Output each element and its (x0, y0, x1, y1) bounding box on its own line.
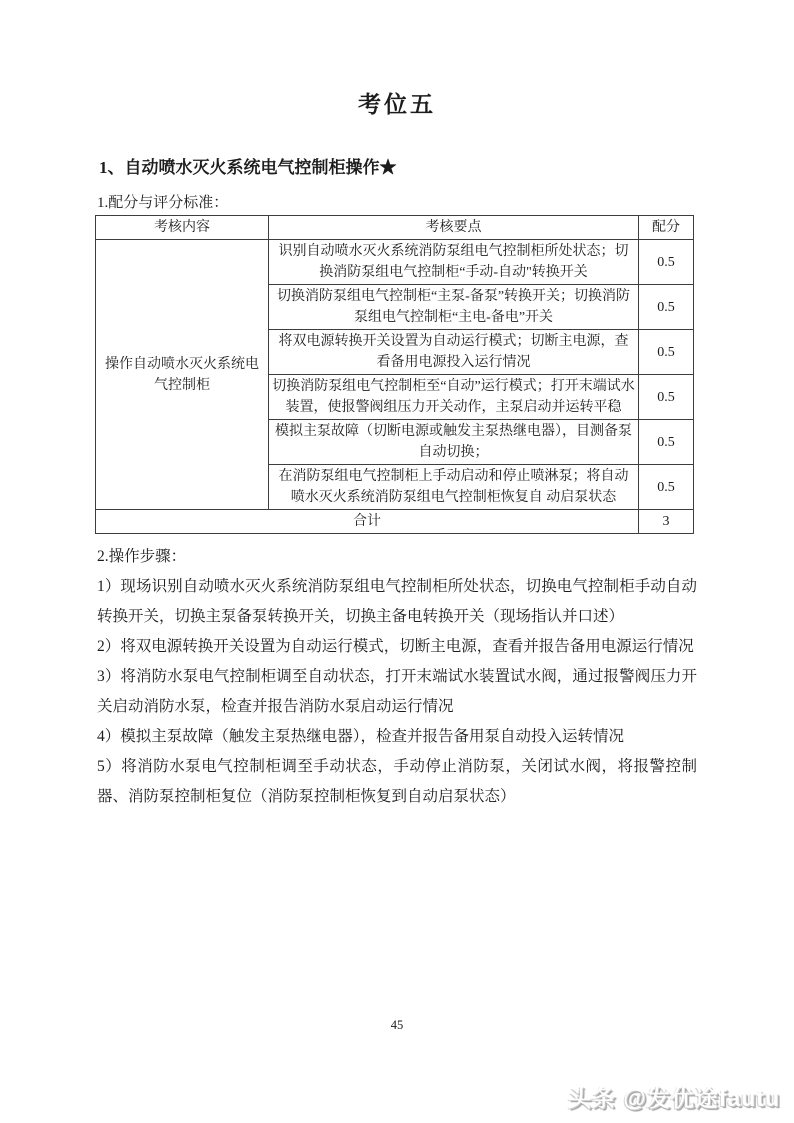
watermark: 头条 @发优途fautu (567, 1085, 780, 1111)
score-cell: 0.5 (639, 330, 694, 375)
section-heading: 1、自动喷水灭火系统电气控制柜操作★ (99, 158, 397, 177)
step-paragraph: 5）将消防水泵电气控制柜调至手动状态，手动停止消防泵，关闭试水阀，将报警控制器、消防泵控制柜复位（消防泵控制柜恢复到自动启泵状态） (97, 758, 697, 805)
point-cell: 将双电源转换开关设置为自动运行模式；切断主电源，查看备用电源投入运行情况 (269, 330, 639, 375)
table-row (96, 240, 694, 285)
page-title: 考位五 (358, 92, 436, 117)
score-cell: 0.5 (639, 465, 694, 510)
header-cell-content: 考核内容 (96, 216, 269, 240)
header-cell-score: 配分 (639, 216, 694, 240)
table-total-row (96, 510, 694, 534)
total-label-cell: 合计 (96, 510, 639, 534)
step-paragraph: 2）将双电源转换开关设置为自动运行模式，切断主电源，查看并报告备用电源运行情况 (97, 638, 694, 655)
point-cell: 模拟主泵故障（切断电源或触发主泵热继电器），目测备泵自动切换； (269, 420, 639, 465)
scoring-table (95, 215, 694, 534)
steps-section (97, 542, 697, 812)
step-paragraph: 4）模拟主泵故障（触发主泵热继电器），检查并报告备用泵自动投入运转情况 (97, 728, 625, 745)
step-paragraph: 1）现场识别自动喷水灭火系统消防泵组电气控制柜所处状态，切换电气控制柜手动自动转换开关，切换主泵备泵转换开关，切换主备电转换开关（现场指认并口述） (97, 578, 697, 625)
score-cell: 0.5 (639, 240, 694, 285)
total-score-cell: 3 (639, 510, 694, 534)
content-label-cell: 操作自动喷水灭火系统电气控制柜 (96, 240, 269, 510)
page-number: 45 (390, 1018, 404, 1032)
header-cell-point: 考核要点 (269, 216, 639, 240)
table-header-row (96, 216, 694, 240)
score-cell: 0.5 (639, 375, 694, 420)
point-cell: 切换消防泵组电气控制柜至“自动”运行模式；打开末端试水装置，使报警阀组压力开关动作，主泵启动并运转平稳 (269, 375, 639, 420)
step-paragraph: 3）将消防水泵电气控制柜调至自动状态，打开末端试水装置试水阀，通过报警阀压力开关启动消防水泵，检查并报告消防水泵启动运行情况 (97, 668, 697, 715)
point-cell: 识别自动喷水灭火系统消防泵组电气控制柜所处状态；切换消防泵组电气控制柜“手动-自动"转换开关 (269, 240, 639, 285)
point-cell: 在消防泵组电气控制柜上手动启动和停止喷淋泵；将自动喷水灭火系统消防泵组电气控制柜恢复自 动启泵状态 (269, 465, 639, 510)
steps-heading: 2.操作步骤： (97, 548, 187, 565)
score-cell: 0.5 (639, 420, 694, 465)
score-cell: 0.5 (639, 285, 694, 330)
table-caption: 1.配分与评分标准： (97, 195, 229, 211)
point-cell: 切换消防泵组电气控制柜“主泵-备泵”转换开关；切换消防泵组电气控制柜“主电-备电”开关 (269, 285, 639, 330)
